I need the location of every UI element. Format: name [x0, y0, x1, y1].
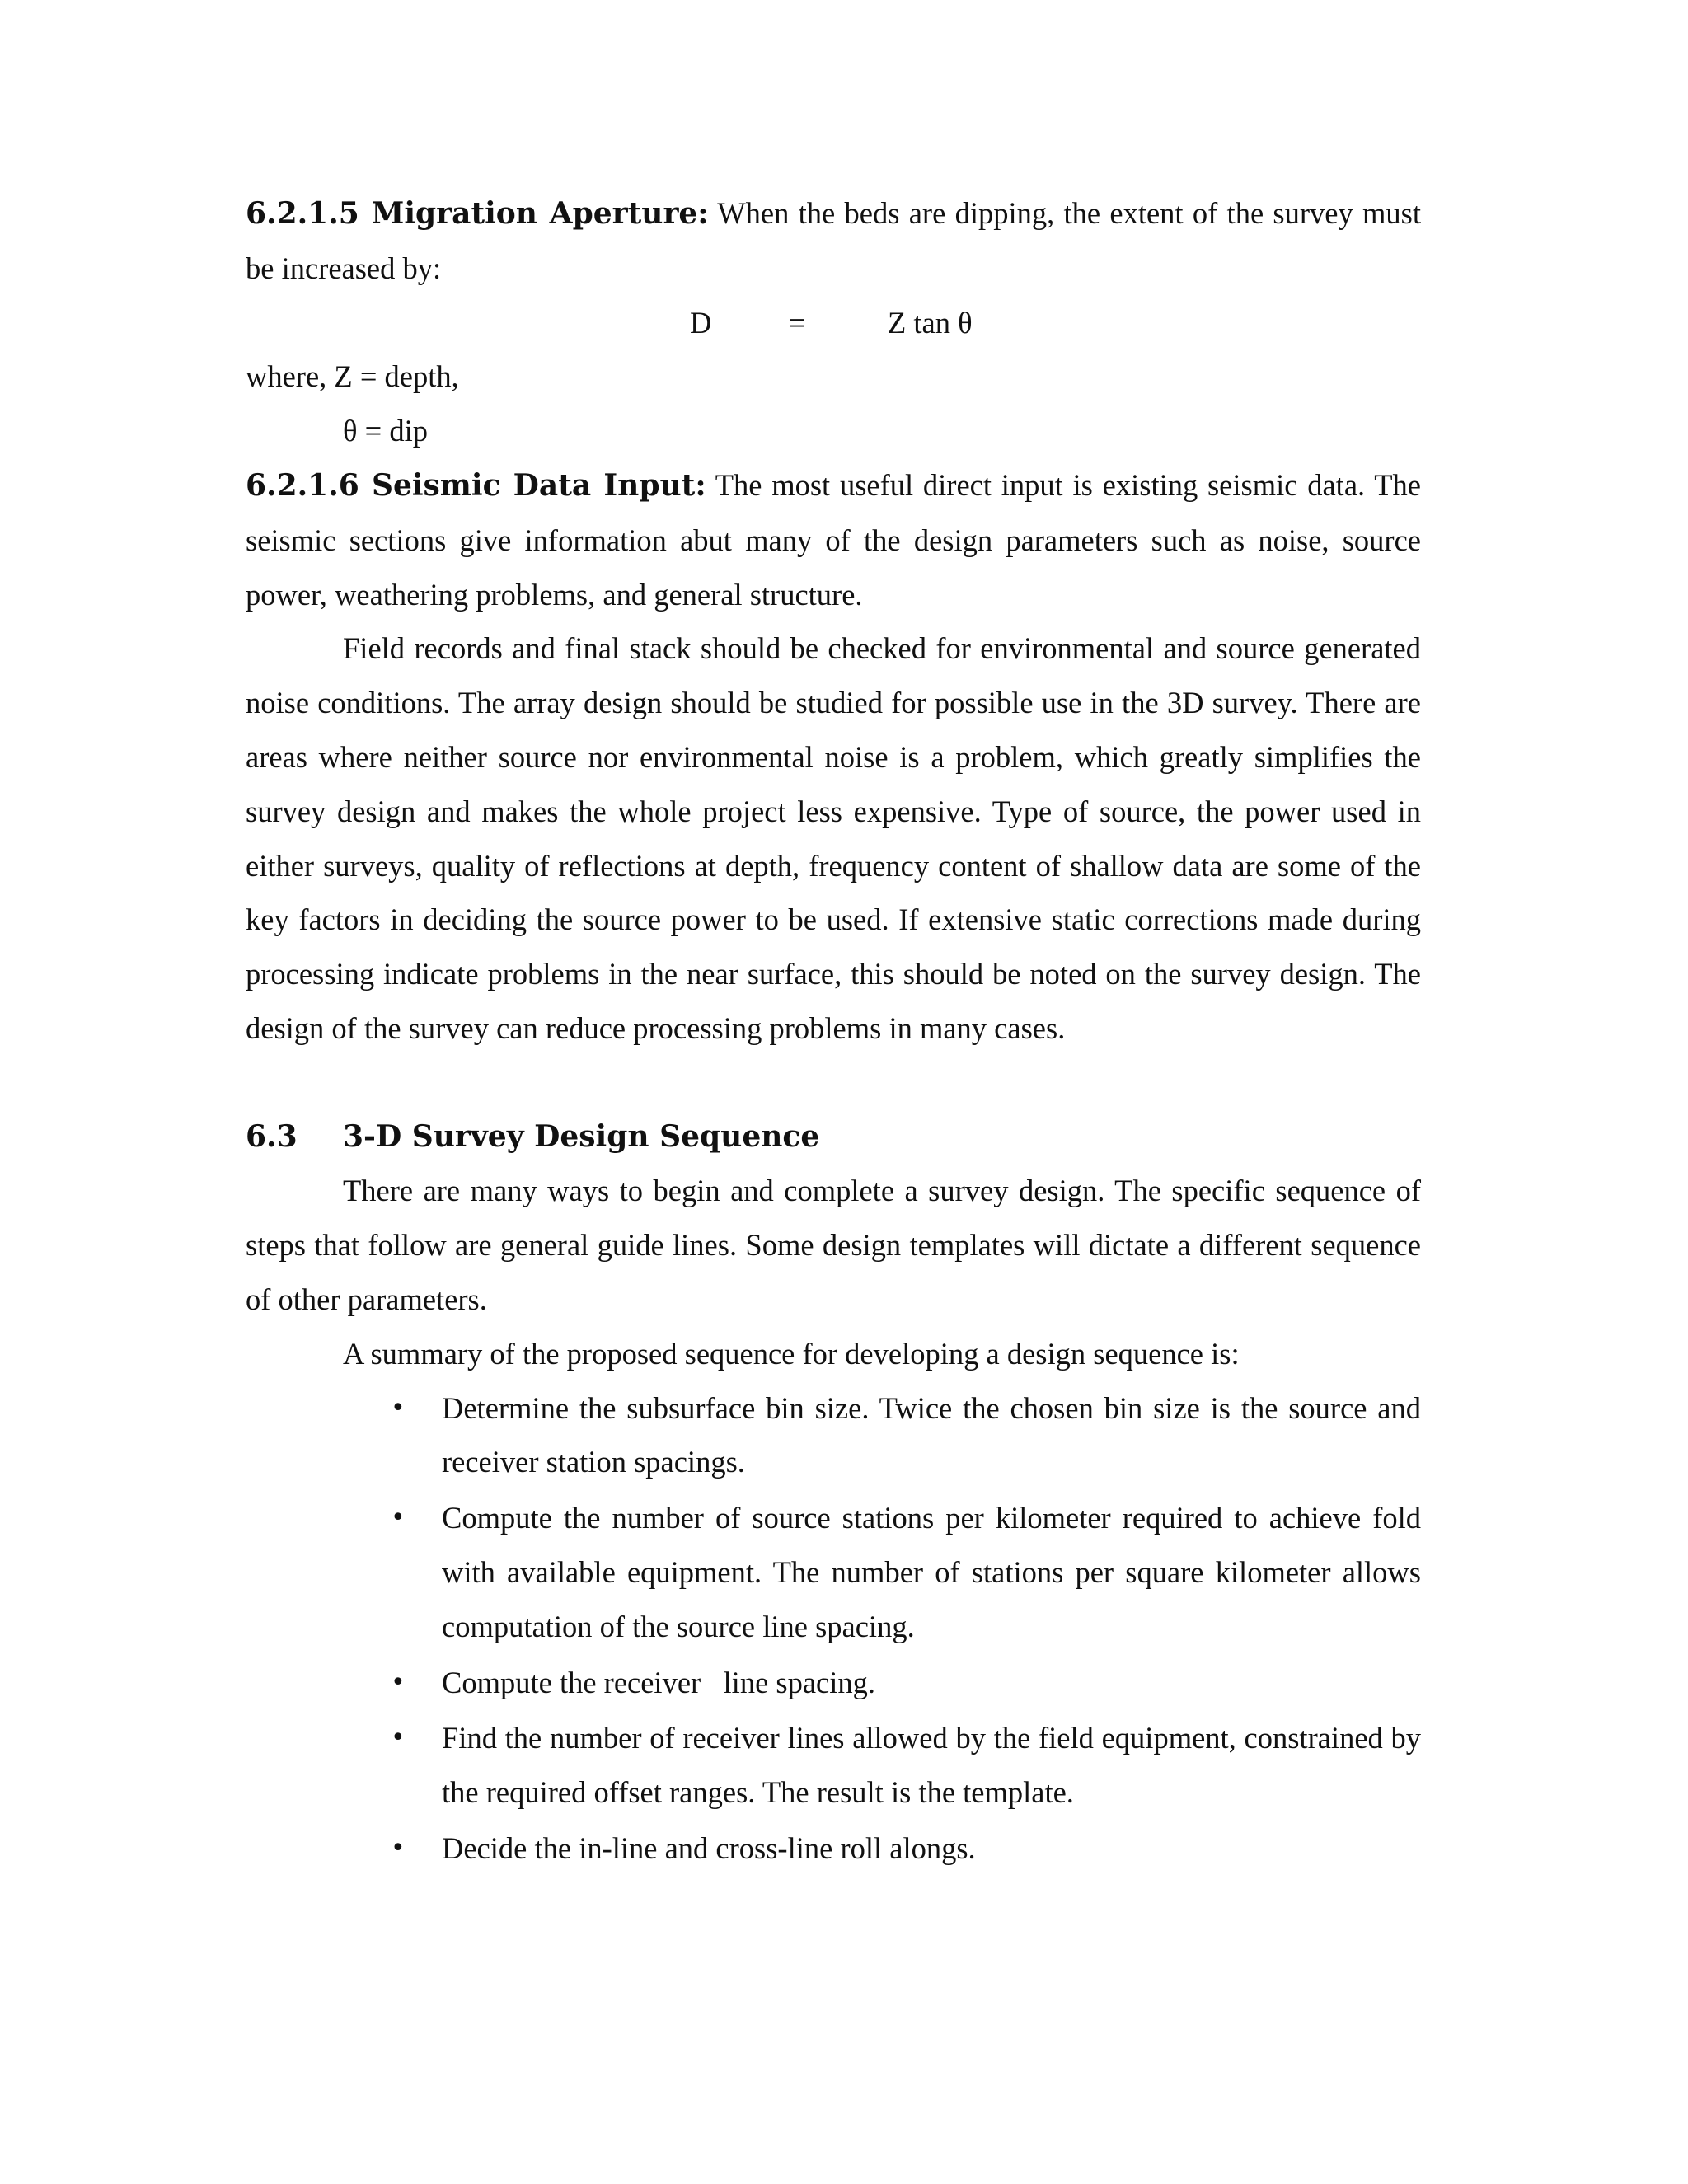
section-63-heading — [246, 1110, 1421, 1165]
where-depth-line: where, Z = depth, — [246, 359, 459, 394]
document-page — [246, 186, 1421, 1877]
section-6216-text: The most useful direct input is existing seismic data. The seismic sections give information abut many of the design parameters such as noise, source power, weathering problems, and general structure. — [246, 467, 1421, 612]
design-sequence-list — [246, 1381, 1421, 1876]
list-item-text: Find the number of receiver lines allowed by the field equipment, constrained by the required offset ranges. The result is the template. — [442, 1721, 1421, 1810]
list-item-text: Decide the in-line and cross-line roll alongs. — [442, 1830, 976, 1865]
section-6216-heading: 6.2.1.6 Seismic Data Input: — [246, 467, 706, 503]
section-63-title: 3-D Survey Design Sequence — [343, 1118, 820, 1154]
bullet-icon: • — [391, 1393, 406, 1422]
list-item-text: Determine the subsurface bin size. Twice the chosen bin size is the source and receiver station spacings. — [442, 1390, 1421, 1479]
section-6215-heading: 6.2.1.5 Migration Aperture: — [246, 196, 709, 231]
section-6216-paragraph — [246, 458, 1421, 621]
list-item — [246, 1821, 1421, 1876]
equation-equals: = — [789, 305, 806, 340]
bullet-icon: • — [391, 1833, 406, 1863]
section-spacer — [246, 1056, 1421, 1110]
field-records-paragraph: Field records and final stack should be checked for environmental and source generated noise conditions. The array design should be studied for possible use in the 3D survey. There are areas where neither source nor environmental noise is a problem, which greatly simplifies the survey design and makes the whole project less expensive. Type of source, the power used in either surveys, quality of reflections at depth, frequency content of shallow data are some of the key factors in deciding the source power to be used. If extensive static corrections made during processing indicate problems in the near surface, this should be noted on the survey design. The design of the survey can reduce processing problems in many cases. — [246, 631, 1421, 1045]
equation-lhs: D — [690, 305, 712, 340]
bullet-icon: • — [391, 1723, 406, 1753]
bullet-icon: • — [391, 1667, 406, 1697]
list-item — [246, 1491, 1421, 1653]
section-6215-text: When the beds are dipping, the extent of the survey must be increased by: — [246, 196, 1422, 285]
list-item-text: Compute the number of source stations per kilometer required to achieve fold with available equipment. The number of stations per square kilometer allows computation of the source line spacing. — [442, 1501, 1421, 1643]
equation-rhs: Z tan θ — [888, 305, 973, 340]
where-dip-line: θ = dip — [343, 414, 428, 448]
summary-intro-paragraph: A summary of the proposed sequence for developing a design sequence is: — [343, 1336, 1240, 1371]
list-item — [246, 1381, 1421, 1490]
section-63-number: 6.3 — [246, 1118, 298, 1154]
bullet-icon: • — [391, 1503, 406, 1533]
design-intro-paragraph: There are many ways to begin and complete a survey design. The specific sequence of steps that follow are general guide lines. Some design templates will dictate a different sequence of other parameters. — [246, 1174, 1421, 1316]
section-6215-paragraph — [246, 186, 1421, 296]
list-item-text: Compute the receiver line spacing. — [442, 1665, 876, 1699]
list-item — [246, 1711, 1421, 1820]
aperture-equation — [246, 296, 1421, 350]
list-item — [246, 1656, 1421, 1710]
